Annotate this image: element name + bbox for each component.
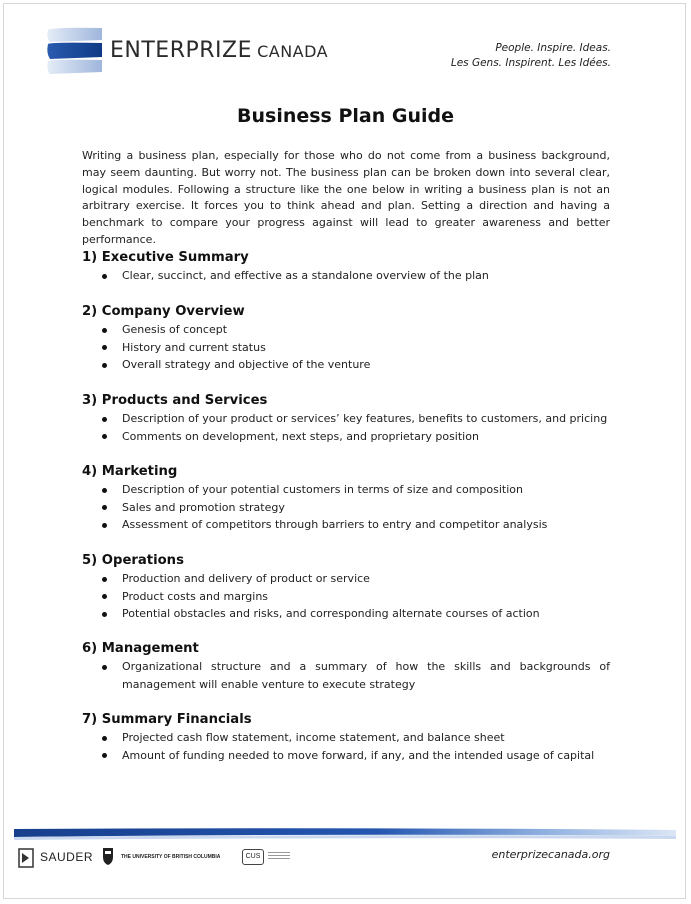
ubc-crest-icon [102,846,114,866]
bullet-icon [102,345,107,350]
section-management [82,640,610,693]
list-item: History and current status [82,339,610,357]
tagline-french: Les Gens. Inspirent. Les Idées. [450,57,611,69]
section-heading: 4) Marketing [82,464,178,479]
enterprize-logo-icon [44,26,104,76]
footer-logos [18,845,318,871]
cus-logo [242,849,264,865]
list-item: Overall strategy and objective of the venture [82,356,610,374]
bullet-icon [102,577,107,582]
ubc-label: THE UNIVERSITY OF BRITISH COLUMBIA [121,854,221,860]
section-products-services [82,392,610,445]
brand-main: ENTERPRIZE [110,38,252,63]
bullet-icon [102,505,107,510]
list-item: Comments on development, next steps, and proprietary position [82,428,610,446]
list-item: Assessment of competitors through barriers to entry and competitor analysis [82,516,610,534]
cus-fine-print [268,852,290,853]
section-heading: 6) Management [82,641,199,656]
section-heading: 3) Products and Services [82,393,268,408]
bullet-icon [102,736,107,741]
bullet-icon [102,523,107,528]
list-item: Description of your potential customers in terms of size and composition [82,481,610,499]
footer-swoosh [14,826,676,840]
intro-paragraph: Writing a business plan, especially for those who do not come from a business background, may seem daunting. But worry not. The business plan can be broken down into several clear, logical modules. Following a structure like the one below in writing a business plan is not an arbitrary exercise. It forces you to think ahead and plan. Setting a direction and having a benchmark to compare your progress against will lead to greater awareness and better performance. [82,149,610,246]
section-executive-summary [82,249,610,285]
cus-label: CUS [245,853,261,860]
tagline [451,41,611,71]
bullet-icon [102,274,107,279]
sauder-label: SAUDER [40,850,94,864]
section-heading: 7) Summary Financials [82,712,252,727]
sauder-logo-icon [18,848,34,868]
list-item: Clear, succinct, and effective as a standalone overview of the plan [82,267,610,285]
list-item: Organizational structure and a summary of how the skills and backgrounds of management will enable venture to execute strategy [82,658,610,693]
bullet-icon [102,328,107,333]
list-item: Product costs and margins [82,588,610,606]
section-company-overview [82,303,610,374]
bullet-icon [102,488,107,493]
list-item: Genesis of concept [82,321,610,339]
list-item: Production and delivery of product or service [82,570,610,588]
bullet-icon [102,434,107,439]
section-summary-financials [82,711,610,764]
list-item: Potential obstacles and risks, and corresponding alternate courses of action [82,605,610,623]
brand-sub: CANADA [257,42,329,61]
tagline-english: People. Inspire. Ideas. [495,42,611,54]
list-item: Amount of funding needed to move forward, if any, and the intended usage of capital [82,747,610,765]
list-item: Sales and promotion strategy [82,499,610,517]
bullet-icon [102,594,107,599]
section-marketing [82,463,610,534]
bullet-icon [102,363,107,368]
brand-name [110,38,328,63]
bullet-icon [102,417,107,422]
page [3,3,686,899]
bullet-icon [102,753,107,758]
list-item: Description of your product or services’ key features, benefits to customers, and pricing [82,410,610,428]
section-heading: 2) Company Overview [82,304,245,319]
website-link[interactable]: enterprizecanada.org [491,848,610,861]
section-heading: 1) Executive Summary [82,250,249,265]
page-title: Business Plan Guide [237,105,454,127]
section-operations [82,552,610,623]
list-item: Projected cash flow statement, income statement, and balance sheet [82,729,610,747]
bullet-icon [102,665,107,670]
section-heading: 5) Operations [82,553,184,568]
bullet-icon [102,612,107,617]
